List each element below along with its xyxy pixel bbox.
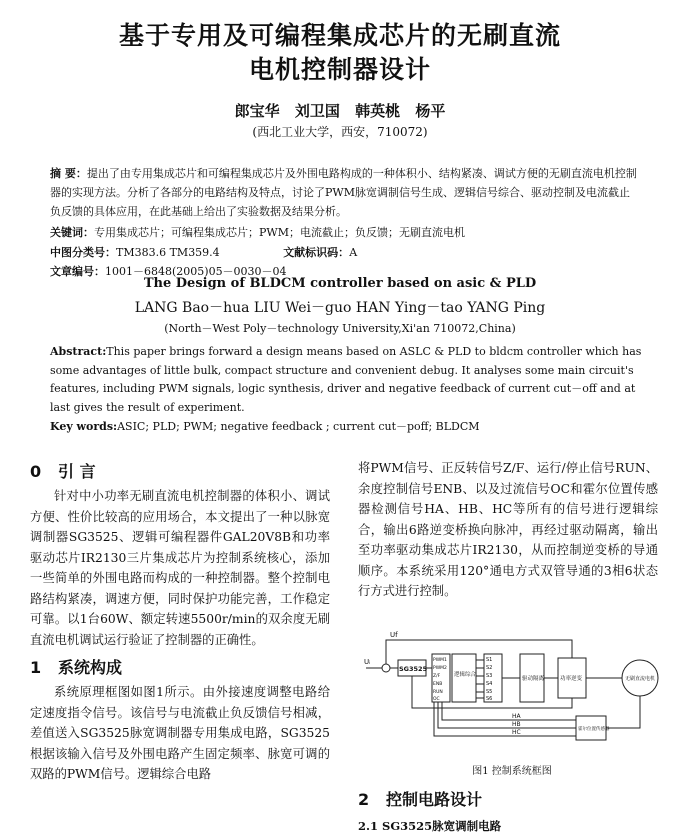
hb-line bbox=[438, 702, 576, 728]
abstract-en-label: Abstract: bbox=[50, 345, 107, 358]
clc-value: TM383.6 TM359.4 bbox=[116, 246, 220, 259]
fig-drive-label: 驱动隔离 bbox=[522, 676, 545, 682]
logic-block bbox=[452, 654, 476, 702]
section-1-number: 1 bbox=[30, 658, 42, 677]
section-1-title: 系统构成 bbox=[58, 658, 123, 677]
authors-en: LANG Bao－hua LIU Wei－guo HAN Ying－tao YANG Ping bbox=[134, 300, 546, 316]
fig-input-label: Uᵢ bbox=[364, 658, 371, 666]
keywords-cn-text: 专用集成芯片；可编程集成芯片；PWM；电流截止；负反馈；无刷直流电机 bbox=[94, 226, 465, 239]
left-column bbox=[30, 458, 330, 785]
fig-motor-label: 无刷直流电机 bbox=[625, 676, 656, 682]
fig-s1: S1 bbox=[486, 657, 493, 663]
art-value: 1001－6848(2005)05－0030－04 bbox=[105, 265, 287, 278]
fig-pin-pwm1: PWM1 bbox=[433, 658, 447, 663]
fig-inverter-label: 功率逆变 bbox=[560, 676, 583, 682]
section-0-paragraph: 针对中小功率无刷直流电机控制器的体积小、调试方便、性价比较高的应用场合，本文提出了一种以脉宽调制器SG3525、逻辑可编程器件GAL20V8B和功率驱动芯片IR2130三片集成芯片为控制系统核心，添加一些简单的外围电路而构成的一种控制器。整个控制电路结构紧凑，调速方便，同时保护功能完善，工作稳定可靠。以1台60W、额定转速5500r/min的双余度无刷直流电机调试运行验证了控制器的正确性。 bbox=[30, 489, 330, 647]
fig-logic-label: 逻辑综合 bbox=[454, 672, 477, 678]
fig-hall-label: 霍尔位置传感器 bbox=[578, 727, 610, 732]
keywords-cn bbox=[50, 223, 640, 242]
doc-value: A bbox=[349, 246, 358, 259]
fig-pin-run: RUN bbox=[433, 690, 443, 695]
hc-line bbox=[434, 702, 576, 736]
control-block-diagram bbox=[362, 628, 662, 758]
abstract-cn-label: 摘 要： bbox=[50, 167, 87, 180]
abstract-cn bbox=[50, 164, 640, 221]
fig-s3: S3 bbox=[486, 673, 493, 679]
fig-pin-enb: ENB bbox=[433, 682, 443, 687]
affiliation-en: (North－West Poly－technology University,Xi'an 710072,China) bbox=[164, 322, 516, 335]
fig-feedback-label: Uf bbox=[390, 631, 398, 639]
section-2-heading bbox=[358, 786, 658, 814]
right-paragraph: 将PWM信号、正反转信号Z/F、运行/停止信号RUN、余度控制信号ENB、以及过流信号OC和霍尔位置传感器检测信号HA、HB、HC等所有的信号进行逻辑综合，输出6路逆变桥换向脉冲，再经过驱动隔离，输出至功率驱动集成芯片IR2130，从而控制逆变桥的导通顺序。本系统采用120°通电方式双管导通的3相6状态行方式进行控制。 bbox=[358, 461, 658, 598]
section-2-number: 2 bbox=[358, 790, 370, 809]
summing-junction bbox=[382, 664, 390, 672]
ha-line bbox=[442, 702, 576, 720]
fig-ha-label: HA bbox=[512, 713, 521, 720]
section-1-paragraph: 系统原理框图如图1所示。由外接速度调整电路给定速度指令信号。该信号与电流截止负反馈信号相减，差值送入SG3525脉宽调制器专用集成电路，SG3525根据该输入信号及外围电路产生固定频率、脉宽可调的双路的PWM信号。逻辑综合电路 bbox=[30, 685, 330, 781]
section-1-heading bbox=[30, 654, 330, 682]
title-en: The Design of BLDCM controller based on asic & PLD bbox=[143, 276, 537, 291]
fig-pin-oc: OC bbox=[433, 697, 440, 702]
title-cn-line2: 电机控制器设计 bbox=[248, 55, 431, 84]
keywords-en bbox=[50, 418, 650, 434]
right-column bbox=[358, 458, 658, 602]
fig-hc-label: HC bbox=[512, 729, 521, 736]
subsection-2-1-heading: 2.1 SG3525脉宽调制电路 bbox=[358, 819, 502, 833]
keywords-en-label: Key words: bbox=[50, 420, 118, 433]
abstract-cn-text: 提出了由专用集成芯片和可编程集成芯片及外围电路构成的一种体积小、结构紧凑、调试方便的无刷直流电机控制器的实现方法。分析了各部分的电路结构及特点，讨论了PWM脉宽调制信号生成、逻辑信号综合、驱动控制及电流截止负反馈的具体应用，在此基础上给出了实验数据及结果分析。 bbox=[50, 167, 637, 218]
art-label: 文章编号： bbox=[50, 265, 105, 278]
doc-code bbox=[283, 243, 387, 262]
fig-hb-label: HB bbox=[512, 721, 521, 728]
section-0-number: 0 bbox=[30, 462, 42, 481]
fig-pin-zf: Z/F bbox=[433, 674, 441, 679]
keywords-cn-label: 关键词： bbox=[50, 226, 94, 239]
doc-label: 文献标识码： bbox=[283, 246, 350, 259]
section-2-title: 控制电路设计 bbox=[386, 790, 483, 809]
section-0-heading bbox=[30, 458, 330, 486]
clc-number bbox=[50, 243, 250, 262]
clc-label: 中图分类号： bbox=[50, 246, 116, 259]
fig-s6: S6 bbox=[486, 696, 493, 702]
fig-pin-pwm2: PWM2 bbox=[433, 666, 447, 671]
affiliation-cn: (西北工业大学，西安，710072) bbox=[252, 125, 428, 139]
abstract-en-text: This paper brings forward a design means based on ASLC & PLD to bldcm controller which has some advantages of little bulk, compact structure and convenient debug. It analyses some main circuit's features, including PWM signals, logic synthesis, driver and negative feedback of current cut－off and at last gives the result of experiment. bbox=[50, 345, 642, 414]
authors-cn: 郎宝华 刘卫国 韩英桃 杨平 bbox=[234, 102, 446, 120]
fig-s2: S2 bbox=[486, 665, 493, 671]
abstract-en bbox=[50, 343, 650, 417]
fig-s5: S5 bbox=[486, 689, 493, 695]
motor-to-hall-line bbox=[606, 696, 640, 728]
fig-s4: S4 bbox=[486, 681, 493, 687]
keywords-en-text: ASIC; PLD; PWM; negative feedback ; current cut－poff; BLDCM bbox=[117, 420, 480, 433]
figure-caption: 图1 控制系统框图 bbox=[472, 766, 552, 777]
title-cn-line1: 基于专用及可编程集成芯片的无刷直流 bbox=[118, 21, 561, 50]
section-0-title: 引 言 bbox=[58, 462, 96, 481]
fig-sg-label: SG3525 bbox=[399, 665, 428, 673]
